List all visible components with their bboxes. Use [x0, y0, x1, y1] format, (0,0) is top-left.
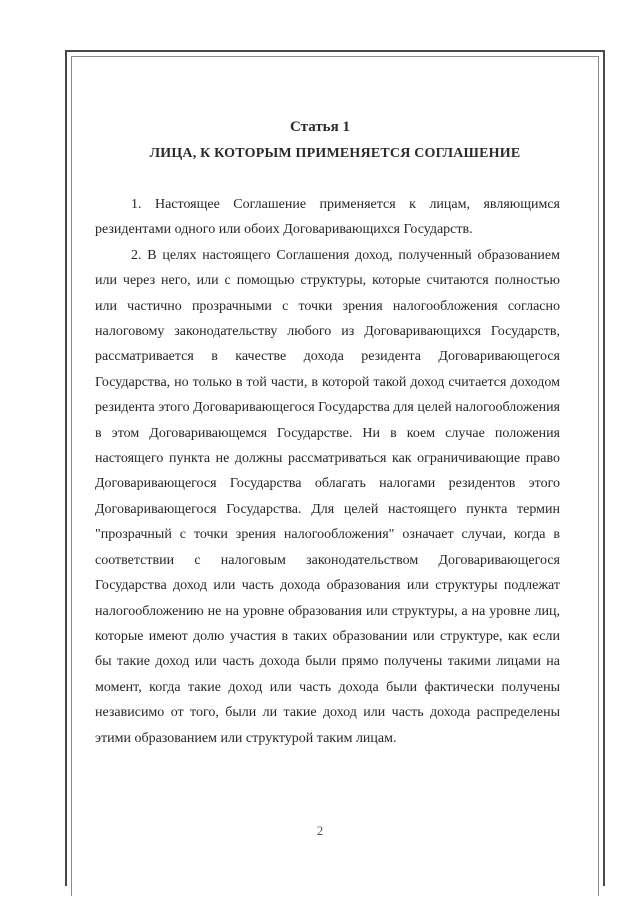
article-number: Статья 1: [290, 119, 350, 135]
article-body: [95, 192, 560, 751]
article-title: ЛИЦА, К КОТОРЫМ ПРИМЕНЯЕТСЯ СОГЛАШЕНИЕ: [149, 146, 521, 161]
page-number: 2: [316, 823, 324, 838]
paragraph-1: 1. Настоящее Соглашение применяется к лицам, являющимся резидентами одного или обоих Договаривающихся Государств.: [95, 197, 560, 238]
paragraph-2: 2. В целях настоящего Соглашения доход, полученный образованием или через него, или с помощью структуры, которые считаются полностью или частично прозрачными с точки зрения налогообложения согласно налоговому законодательству любого из Договаривающихся Государств, рассматривается в качестве дохода резидента Договаривающегося Государства, но только в той части, в которой такой доход считается доходом резидента этого Договаривающегося Государства для целей налогообложения в этом Договаривающемся Государстве. Ни в коем случае положения настоящего пункта не должны рассматриваться как ограничивающие право Договаривающегося Государства облагать налогами резидентов этого Договаривающегося Государства. Для целей настоящего пункта термин "прозрачный с точки зрения налогообложения" означает случаи, когда в соответствии с налоговым законодательством Договаривающегося Государства доход или часть дохода образования или структуры подлежат налогообложению не на уровне образования или структуры, а на уровне лиц, которые имеют долю участия в таких образовании или структуре, как если бы такие доход или часть дохода были прямо получены такими лицами на момент, когда такие доход или часть дохода были фактически получены независимо от того, были ли такие доход или часть дохода распределены этими образованием или структурой таким лицам.: [95, 247, 561, 746]
